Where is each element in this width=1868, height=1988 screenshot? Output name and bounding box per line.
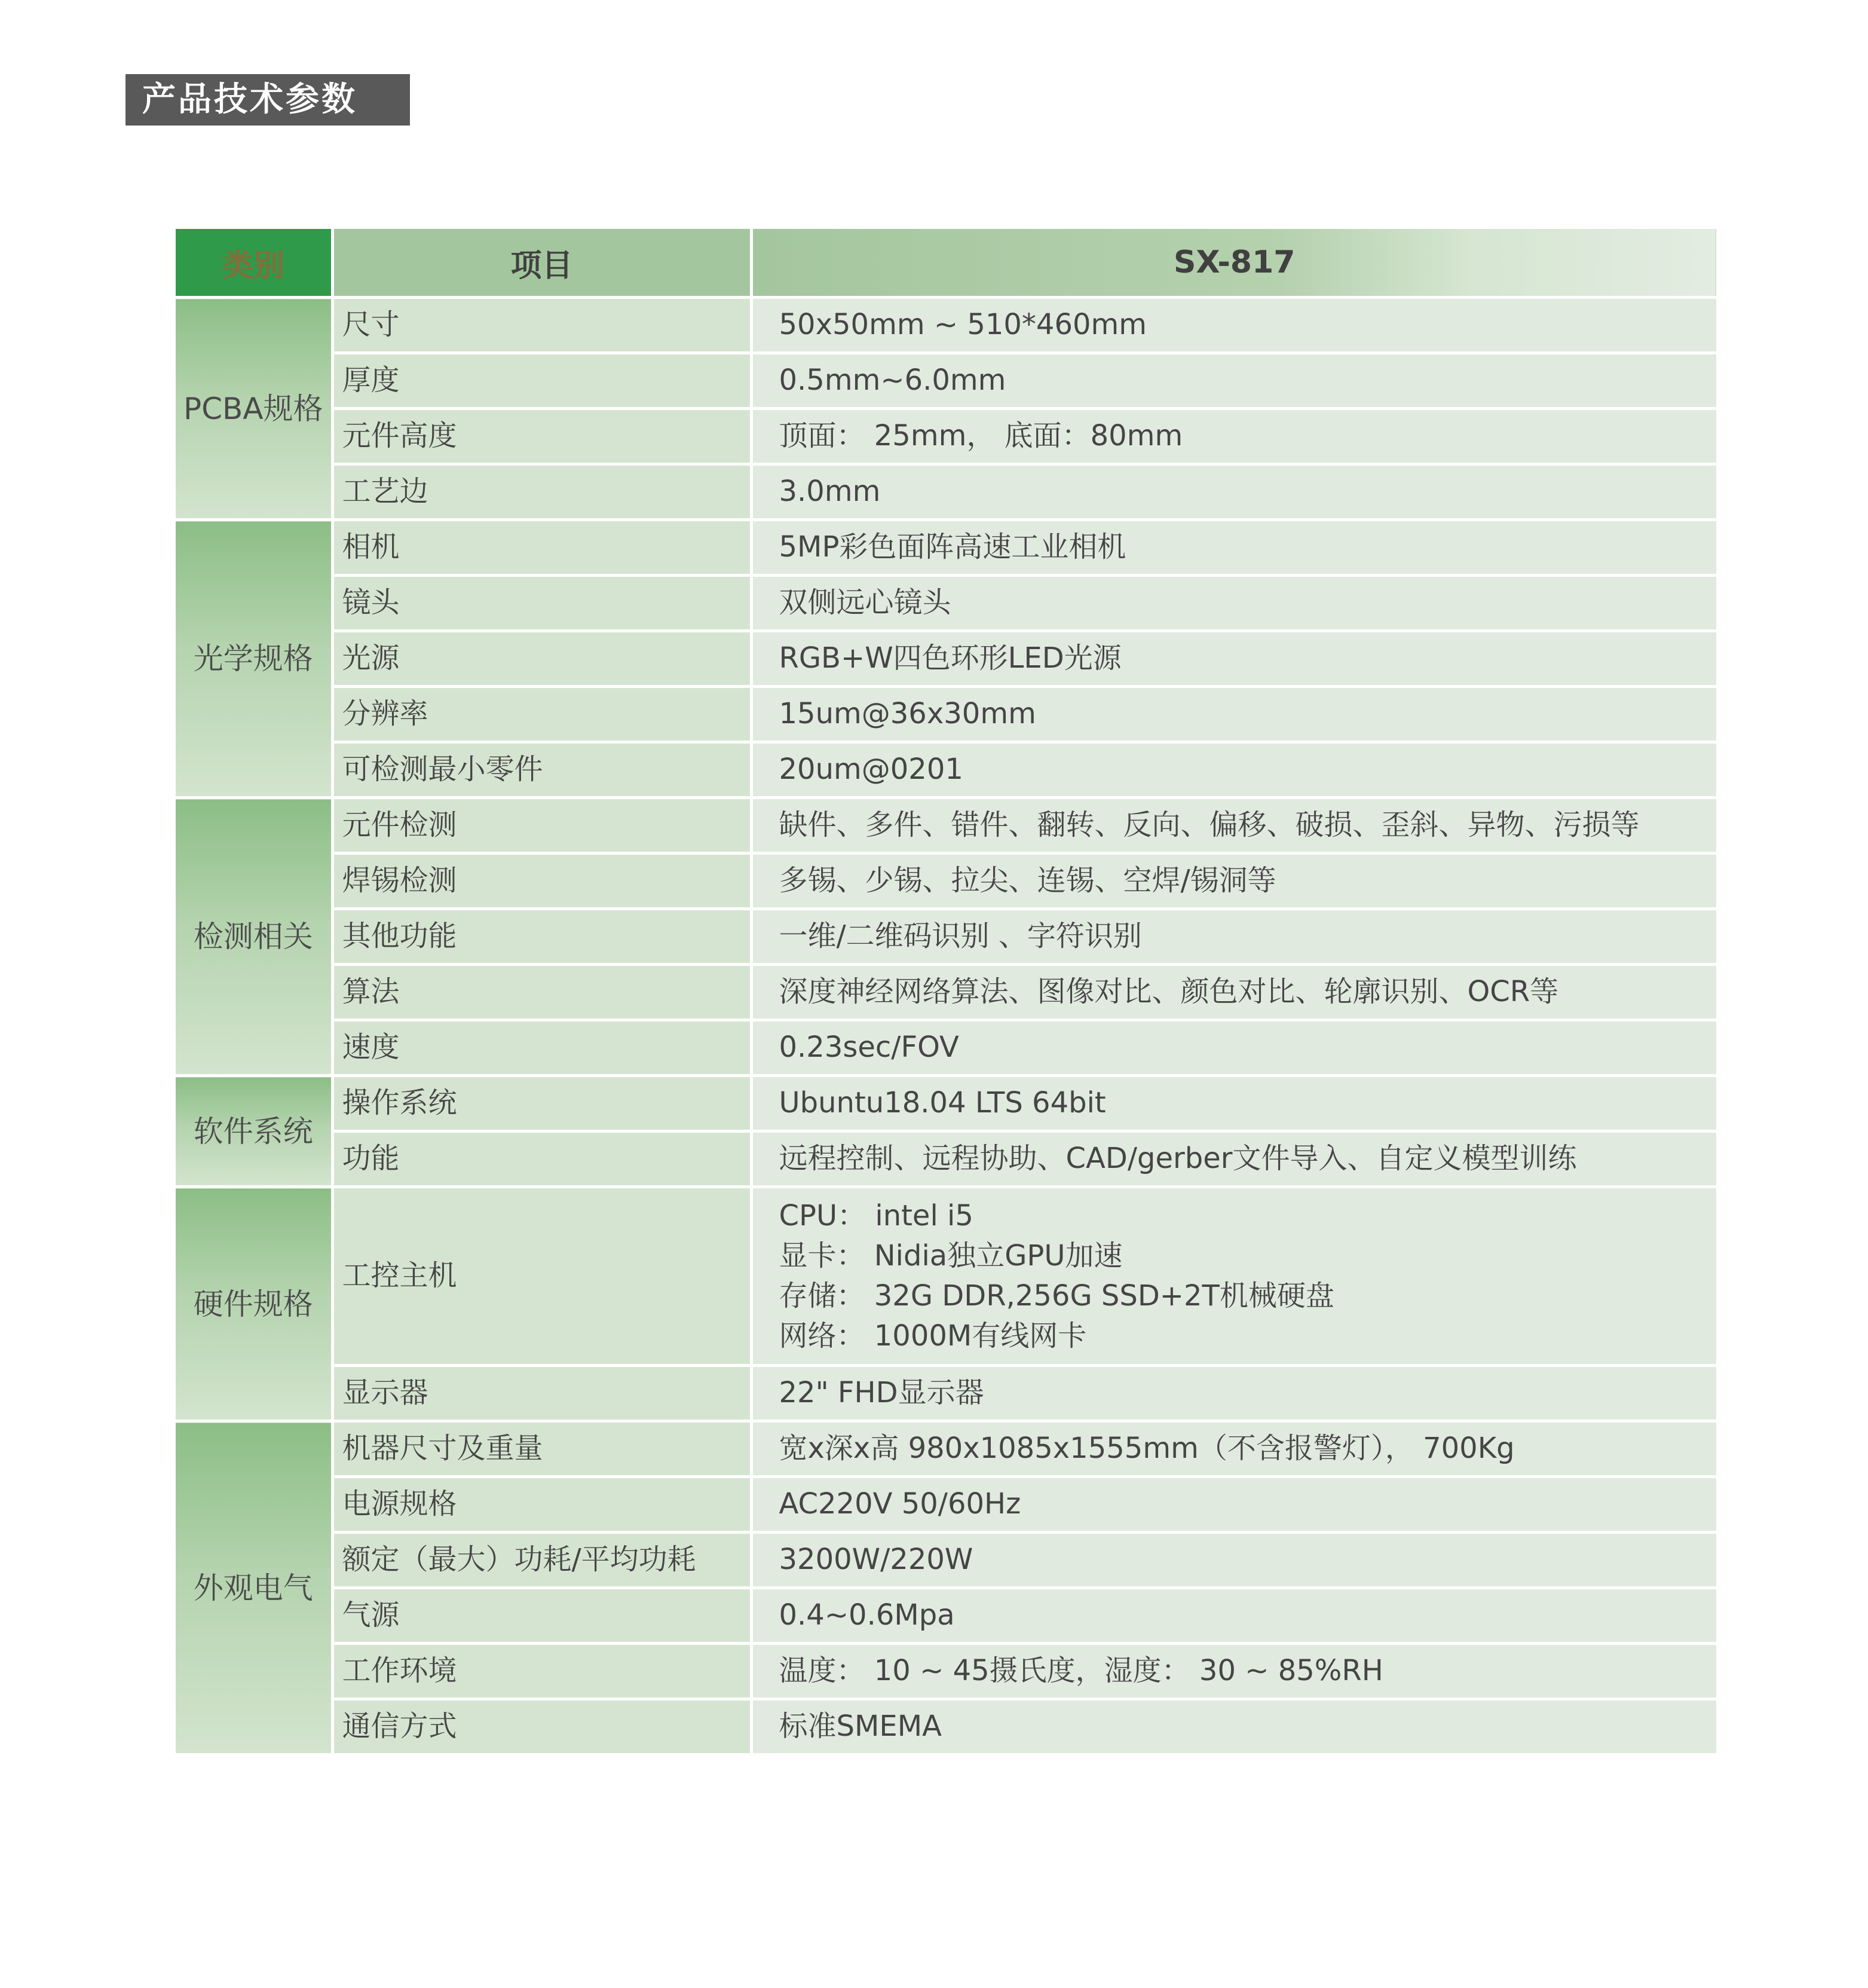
spec-table bbox=[176, 229, 1716, 1756]
item-cell: 额定（最大）功耗/平均功耗 bbox=[332, 1533, 751, 1588]
table-row bbox=[176, 1699, 1716, 1755]
value-cell: 0.4~0.6Mpa bbox=[751, 1588, 1716, 1644]
item-cell: 显示器 bbox=[332, 1366, 751, 1421]
value-cell: 多锡、少锡、拉尖、连锡、空焊/锡洞等 bbox=[751, 854, 1716, 909]
value-cell: 5MP彩色面阵高速工业相机 bbox=[751, 520, 1716, 576]
table-row bbox=[176, 353, 1716, 409]
header-category: 类别 bbox=[176, 229, 332, 298]
value-cell: 22" FHD显示器 bbox=[751, 1366, 1716, 1421]
table-row bbox=[176, 687, 1716, 742]
value-cell: 15um@36x30mm bbox=[751, 687, 1716, 742]
item-cell: 工作环境 bbox=[332, 1644, 751, 1699]
category-cell: 外观电气 bbox=[176, 1421, 332, 1755]
value-cell: 远程控制、远程协助、CAD/gerber文件导入、自定义模型训练 bbox=[751, 1131, 1716, 1187]
value-cell: 标准SMEMA bbox=[751, 1699, 1716, 1755]
category-cell: 检测相关 bbox=[176, 798, 332, 1076]
table-row bbox=[176, 298, 1716, 353]
table-row bbox=[176, 909, 1716, 965]
item-cell: 电源规格 bbox=[332, 1477, 751, 1533]
item-cell: 操作系统 bbox=[332, 1076, 751, 1131]
item-cell: 通信方式 bbox=[332, 1699, 751, 1755]
value-cell: RGB+W四色环形LED光源 bbox=[751, 631, 1716, 687]
value-cell: Ubuntu18.04 LTS 64bit bbox=[751, 1076, 1716, 1131]
table-row bbox=[176, 1076, 1716, 1131]
table-row bbox=[176, 1477, 1716, 1533]
table-row bbox=[176, 576, 1716, 631]
item-cell: 工控主机 bbox=[332, 1187, 751, 1366]
value-cell: AC220V 50/60Hz bbox=[751, 1477, 1716, 1533]
value-cell: 双侧远心镜头 bbox=[751, 576, 1716, 631]
table-row bbox=[176, 798, 1716, 854]
value-cell: 一维/二维码识别 、字符识别 bbox=[751, 909, 1716, 965]
item-cell: 算法 bbox=[332, 965, 751, 1020]
item-cell: 分辨率 bbox=[332, 687, 751, 742]
value-cell: 温度： 10 ~ 45摄氏度，湿度： 30 ~ 85%RH bbox=[751, 1644, 1716, 1699]
value-cell: 3200W/220W bbox=[751, 1533, 1716, 1588]
table-row bbox=[176, 854, 1716, 909]
item-cell: 光源 bbox=[332, 631, 751, 687]
value-cell: 50x50mm ~ 510*460mm bbox=[751, 298, 1716, 353]
category-cell: PCBA规格 bbox=[176, 298, 332, 520]
item-cell: 气源 bbox=[332, 1588, 751, 1644]
table-row bbox=[176, 965, 1716, 1020]
item-cell: 尺寸 bbox=[332, 298, 751, 353]
table-row bbox=[176, 1588, 1716, 1644]
item-cell: 工艺边 bbox=[332, 464, 751, 520]
table-row bbox=[176, 1187, 1716, 1366]
item-cell: 元件检测 bbox=[332, 798, 751, 854]
table-row bbox=[176, 1131, 1716, 1187]
table-row bbox=[176, 1533, 1716, 1588]
value-cell: 宽x深x高 980x1085x1555mm（不含报警灯）， 700Kg bbox=[751, 1421, 1716, 1477]
header-model: SX-817 bbox=[751, 229, 1716, 298]
value-cell: 深度神经网络算法、图像对比、颜色对比、轮廓识别、OCR等 bbox=[751, 965, 1716, 1020]
table-row bbox=[176, 631, 1716, 687]
spec-line-storage: 存储： 32G DDR,256G SSD+2T机械硬盘 bbox=[779, 1279, 1334, 1313]
item-cell: 可检测最小零件 bbox=[332, 742, 751, 798]
value-cell: 20um@0201 bbox=[751, 742, 1716, 798]
table-row bbox=[176, 1366, 1716, 1421]
spec-line-cpu: CPU： intel i5 bbox=[779, 1198, 973, 1232]
value-cell: 0.23sec/FOV bbox=[751, 1020, 1716, 1076]
item-cell: 焊锡检测 bbox=[332, 854, 751, 909]
table-row bbox=[176, 409, 1716, 464]
item-cell: 机器尺寸及重量 bbox=[332, 1421, 751, 1477]
header-item: 项目 bbox=[332, 229, 751, 298]
item-cell: 厚度 bbox=[332, 353, 751, 409]
category-cell: 软件系统 bbox=[176, 1076, 332, 1187]
table-row bbox=[176, 1020, 1716, 1076]
value-cell: 0.5mm~6.0mm bbox=[751, 353, 1716, 409]
item-cell: 功能 bbox=[332, 1131, 751, 1187]
value-cell-multiline bbox=[751, 1187, 1716, 1366]
value-cell: 缺件、多件、错件、翻转、反向、偏移、破损、歪斜、异物、污损等 bbox=[751, 798, 1716, 854]
page-title: 产品技术参数 bbox=[125, 74, 410, 126]
item-cell: 相机 bbox=[332, 520, 751, 576]
spec-line-gpu: 显卡： Nidia独立GPU加速 bbox=[779, 1238, 1123, 1273]
value-cell: 3.0mm bbox=[751, 464, 1716, 520]
item-cell: 速度 bbox=[332, 1020, 751, 1076]
table-row bbox=[176, 1421, 1716, 1477]
table-row bbox=[176, 742, 1716, 798]
category-cell: 光学规格 bbox=[176, 520, 332, 798]
table-row bbox=[176, 464, 1716, 520]
category-cell: 硬件规格 bbox=[176, 1187, 332, 1421]
spec-line-network: 网络： 1000M有线网卡 bbox=[779, 1319, 1087, 1353]
item-cell: 其他功能 bbox=[332, 909, 751, 965]
item-cell: 元件高度 bbox=[332, 409, 751, 464]
table-row bbox=[176, 1644, 1716, 1699]
table-row bbox=[176, 520, 1716, 576]
value-cell: 顶面： 25mm， 底面：80mm bbox=[751, 409, 1716, 464]
item-cell: 镜头 bbox=[332, 576, 751, 631]
table-header-row bbox=[176, 229, 1716, 298]
